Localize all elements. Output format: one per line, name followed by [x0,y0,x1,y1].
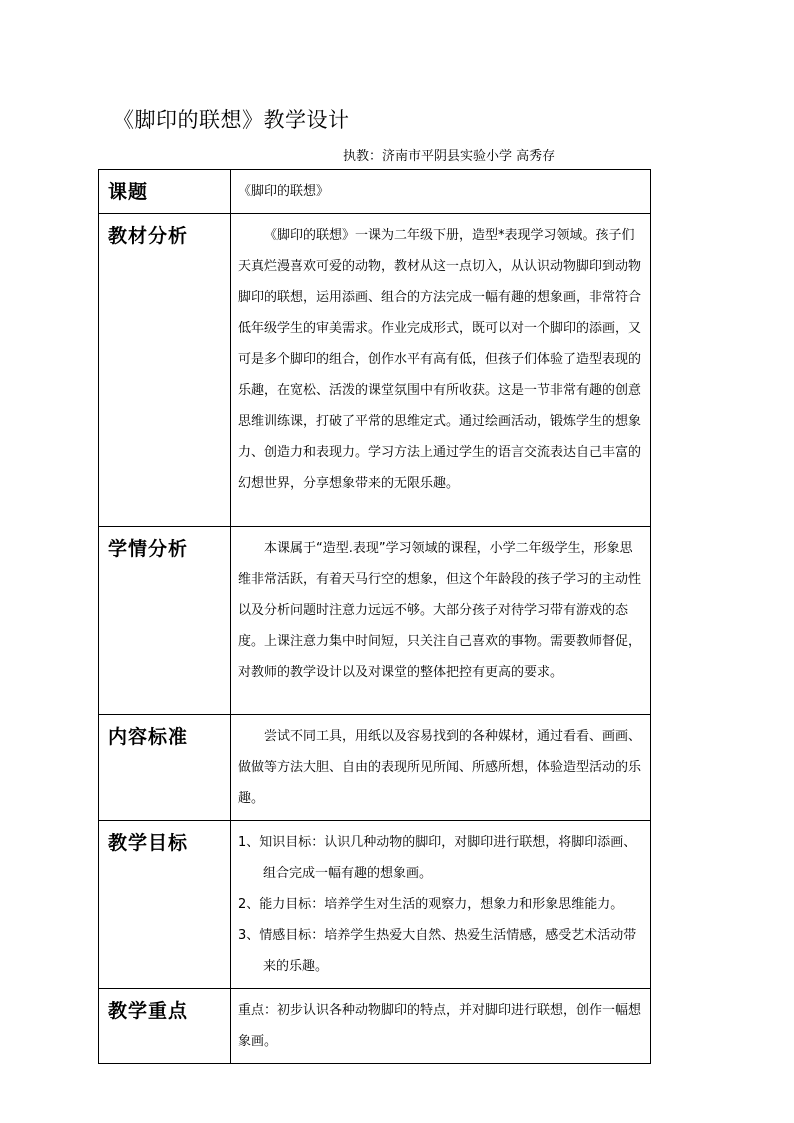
row-label-teaching-focus: 教学重点 [99,989,231,1064]
table-row [99,821,651,989]
topic-value: 《脚印的联想》 [231,170,651,214]
author-line: 执教：济南市平阴县实验小学 高秀存 [343,149,556,164]
teaching-objectives-cell [231,821,651,989]
table-row [99,989,651,1064]
teaching-focus-text: 重点：初步认识各种动物脚印的特点，并对脚印进行联想，创作一幅想象画。 [238,1003,642,1049]
table-row [99,715,651,821]
student-analysis-text: 本课属于“造型.表现”学习领域的课程，小学二年级学生，形象思维非常活跃，有着天马行空的想象，但这个年龄段的孩子学习的主动性以及分析问题时注意力远远不够。大部分孩子对待学习带有游戏的态度。上课注意力集中时间短，只关注自己喜欢的事物。需要教师督促，对教师的教学设计以及对课堂的整体把控有更高的要求。 [238,541,642,680]
content-standard-text: 尝试不同工具，用纸以及容易找到的各种媒材，通过看看、画画、做做等方法大胆、自由的表现所见所闻、所感所想，体验造型活动的乐趣。 [238,729,642,806]
row-label-topic: 课题 [99,170,231,214]
document-title: 《脚印的联想》教学设计 [113,108,350,132]
student-analysis-cell [231,527,651,715]
objective-item-ability: 2、能力目标：培养学生对生活的观察力，想象力和形象思维能力。 [238,897,624,912]
content-standard-cell [231,715,651,821]
table-row [99,214,651,527]
lesson-plan-table [98,169,651,1064]
objective-item-emotion: 3、情感目标：培养学生热爱大自然、热爱生活情感，感受艺术活动带来的乐趣。 [238,928,637,974]
row-label-content-standard: 内容标准 [99,715,231,821]
row-label-teaching-objectives: 教学目标 [99,821,231,989]
material-analysis-text: 《脚印的联想》一课为二年级下册，造型*表现学习领域。孩子们天真烂漫喜欢可爱的动物，教材从这一点切入，从认识动物脚印到动物脚印的联想，运用添画、组合的方法完成一幅有趣的想象画，非常符合低年级学生的审美需求。作业完成形式，既可以对一个脚印的添画，又可是多个脚印的组合，创作水平有高有低，但孩子们体验了造型表现的乐趣，在宽松、活泼的课堂氛围中有所收获。这是一节非常有趣的创意思维训练课，打破了平常的思维定式。通过绘画活动，锻炼学生的想象力、创造力和表现力。学习方法上通过学生的语言交流表达自己丰富的幻想世界，分享想象带来的无限乐趣。 [238,228,642,491]
teaching-focus-cell [231,989,651,1064]
table-row [99,527,651,715]
objective-item-knowledge: 1、知识目标：认识几种动物的脚印，对脚印进行联想，将脚印添画、组合完成一幅有趣的想象画。 [238,835,637,881]
material-analysis-cell [231,214,651,527]
row-label-student-analysis: 学情分析 [99,527,231,715]
table-row [99,170,651,214]
row-label-material-analysis: 教材分析 [99,214,231,527]
